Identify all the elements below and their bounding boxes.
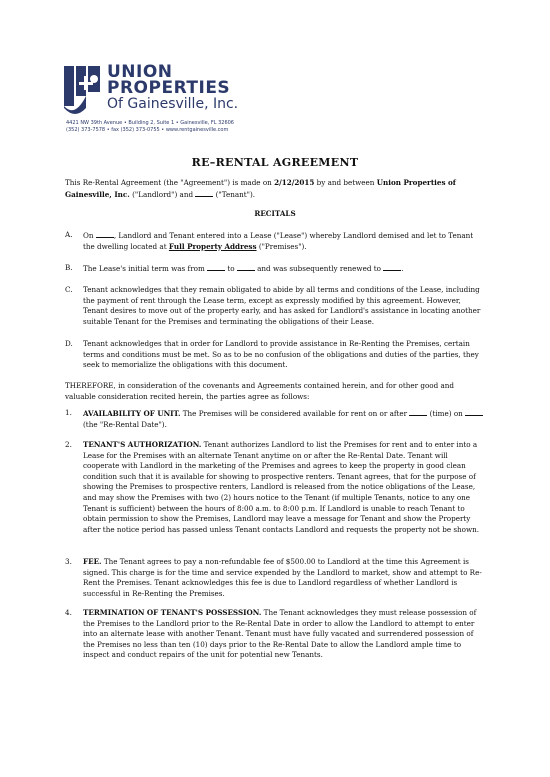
section-1-text-3: (the "Re-Rental Date"). <box>83 419 167 429</box>
section-1 <box>65 408 485 430</box>
section-label: 1. <box>65 408 72 417</box>
recital-a-text-1: On <box>83 231 96 240</box>
section-4 <box>65 608 485 661</box>
section-label: 3. <box>65 557 72 566</box>
recital-label: B. <box>65 263 73 272</box>
section-1-text-1: The Premises will be considered available for rent on or after <box>180 409 410 418</box>
intro-text-1: This Re-Rental Agreement (the "Agreement") is made on <box>65 178 275 187</box>
section-2-heading: TENANT'S AUTHORIZATION. <box>83 440 202 449</box>
property-address: Full Property Address <box>168 241 257 251</box>
intro-text-4: ("Tenant"). <box>213 189 256 199</box>
available-time-blank[interactable] <box>409 408 427 416</box>
logo-text <box>107 64 238 112</box>
section-3 <box>65 557 485 599</box>
section-label: 2. <box>65 440 72 449</box>
intro-paragraph <box>65 178 485 200</box>
section-label: 4. <box>65 608 72 617</box>
document-title: RE–RENTAL AGREEMENT <box>191 156 359 169</box>
section-1-heading: AVAILABILITY OF UNIT. <box>83 409 181 418</box>
lease-date-blank[interactable] <box>96 230 114 238</box>
landlord-name: Union Properties of Gainesville, Inc. <box>65 178 456 199</box>
recital-label: D. <box>65 339 73 348</box>
rerental-date-blank[interactable] <box>465 408 483 416</box>
recital-label: A. <box>65 230 73 239</box>
logo-line-2: PROPERTIES <box>107 78 231 98</box>
logo-line-1: UNION <box>107 62 173 82</box>
address-line-2: (352) 373-7578 • fax (352) 373-0755 • www.rentgainesville.com <box>66 127 229 133</box>
section-2 <box>65 440 485 535</box>
therefore-paragraph: THEREFORE, in consideration of the covenants and Agreements contained herein, and for other good and valuable consideration recited herein, the parties agree as follows: <box>65 381 455 401</box>
recital-b-text-3: and was subsequently renewed to <box>254 264 384 273</box>
section-1-text-2: (time) on <box>427 409 466 418</box>
recital-a-text-3: ("Premises"). <box>256 241 307 251</box>
section-3-heading: FEE. <box>83 557 102 566</box>
recital-label: C. <box>65 285 73 294</box>
recital-b-text-4: . <box>401 264 404 273</box>
union-properties-logo-icon <box>62 64 102 118</box>
intro-text-2: by and between <box>314 178 377 187</box>
recital-a-text-2: , Landlord and Tenant entered into a Lease ("Lease") whereby Landlord demised and let to Tenant the dwelling located at <box>83 231 474 251</box>
tenant-name-blank[interactable] <box>195 189 213 197</box>
recital-b <box>65 263 485 275</box>
recital-c-text: Tenant acknowledges that they remain obligated to abide by all terms and conditions of the Lease, including the payment of rent through the Lease term, except as expressly modified by this agreement. However, Tenant desires to move out of the property early, and has asked for Landlord's assistance in locating another suitable Tenant for the Premises and terminating the obligations of their Lease. <box>83 285 481 326</box>
recital-b-text-1: The Lease's initial term was from <box>83 264 208 273</box>
section-4-text: The Tenant acknowledges they must release possession of the Premises to the Landlord prior to the Re-Rental Date in order to allow the Landlord to attempt to enter into an alternate lease with another Tenant. Tenant must have fully vacated and surrendered possession of the Premises no less than ten (10) days prior to the Re-Rental Date to allow the Landlord ample time to inspect and conduct repairs of the unit for potential new Tenants. <box>83 608 477 660</box>
recital-b-text-2: to <box>225 264 237 273</box>
intro-text-3: ("Landlord") and <box>129 189 196 199</box>
recital-c <box>65 285 485 327</box>
address-line-1: 4421 NW 39th Avenue • Building 2, Suite 1 • Gainesville, FL 32606 <box>66 120 234 126</box>
term-end-blank[interactable] <box>237 263 255 271</box>
recitals-heading: RECITALS <box>254 209 296 218</box>
recital-d <box>65 339 485 371</box>
section-3-text: The Tenant agrees to pay a non-refundable fee of $500.00 to Landlord at the time this Agreement is signed. This charge is for the time and service expended by the Landlord to market, show and attempt to Re-Rent the Premises. Tenant acknowledges this fee is due to Landlord regardless of whether Landlord is successful in Re-Renting the Premises. <box>83 557 482 598</box>
recital-a <box>65 230 485 252</box>
recital-d-text: Tenant acknowledges that in order for Landlord to provide assistance in Re-Renting the Premises, certain terms and conditions must be met. So as to be no confusion of the obligations and duties of the parties, they seek to memorialize the obligations with this document. <box>83 339 479 370</box>
company-address <box>66 120 234 134</box>
agreement-date: 2/12/2015 <box>274 178 315 187</box>
renewal-date-blank[interactable] <box>383 263 404 273</box>
section-2-text: Tenant authorizes Landlord to list the Premises for rent and to enter into a Lease for the Premises with an alternate Tenant anytime on or after the Re-Rental Date. Tenant will cooperate with Landlord in the marketing of the Premises and agrees to keep the property in good clean condition such that it is available for showing to prospective renters. Tenant agrees, that for the purpose of showing the Premises to prospective renters, Landlord is released from the notice obligations of the Lease, and may show the Premises with two (2) hours notice to the Tenant (if multiple Tenants, notice to any one Tenant is sufficient) between the hours of 8:00 a.m. to 8:00 p.m. If Landlord is unable to reach Tenant to obtain permission to show the Premises, Landlord may leave a message for Tenant and show the Property after the notice period has passed unless Tenant contacts Landlord and requests the property not be shown. <box>83 440 480 534</box>
term-start-blank[interactable] <box>207 263 225 271</box>
logo-line-3: Of Gainesville, Inc. <box>107 96 239 112</box>
section-4-heading: TERMINATION OF TENANT'S POSSESSION. <box>83 608 262 617</box>
